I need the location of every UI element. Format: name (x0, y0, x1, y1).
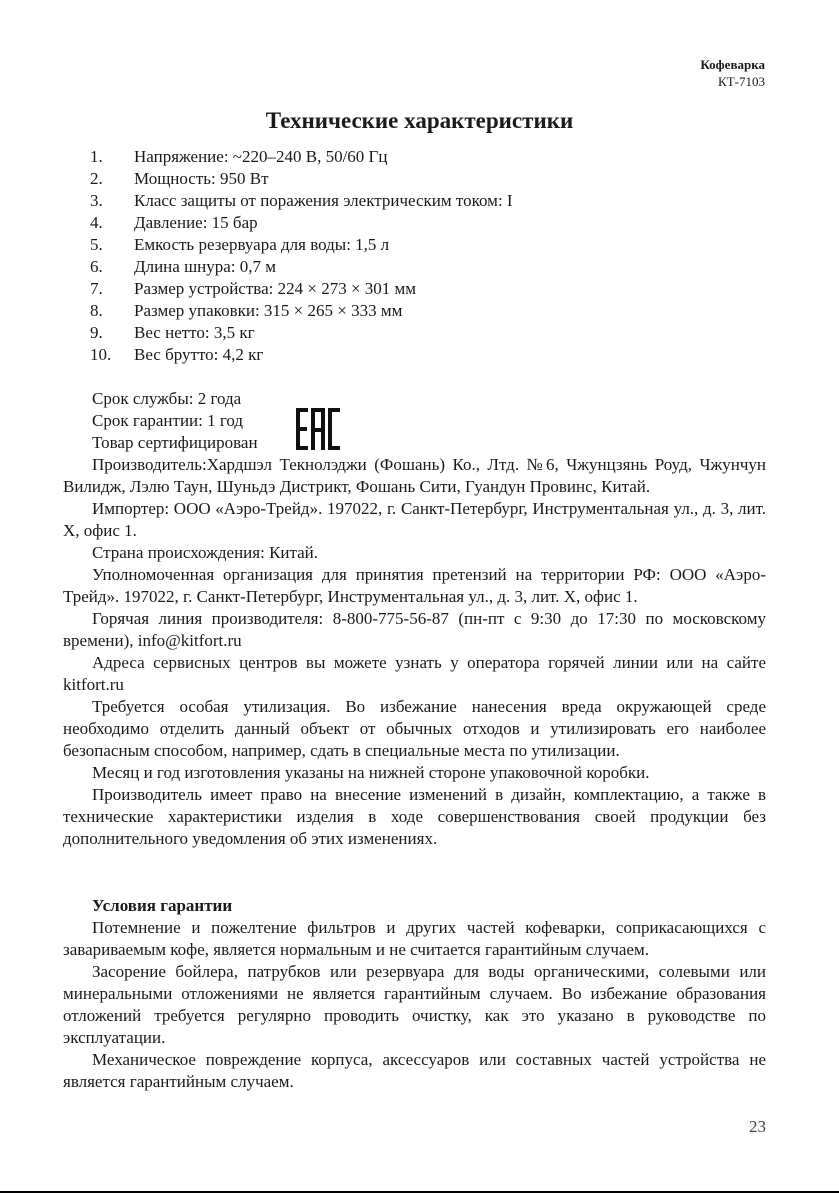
importer-paragraph: Импортер: ООО «Аэро-Трейд». 197022, г. Санкт-Петербург, Инструментальная ул., д. 3, лит. Х, офис 1. (63, 499, 766, 540)
spec-number: 5. (90, 235, 103, 254)
spec-list (90, 146, 513, 366)
spec-item (90, 344, 513, 366)
origin-paragraph: Страна происхождения: Китай. (92, 543, 319, 562)
spec-item (90, 256, 513, 278)
manufacturer-info (63, 454, 766, 850)
spec-item (90, 278, 513, 300)
spec-number: 10. (90, 345, 112, 364)
hotline-paragraph: Горячая линия производителя: 8-800-775-56-87 (пн-пт с 9:30 до 17:30 по московскому времени), info@kitfort.ru (63, 609, 766, 650)
spec-text: Емкость резервуара для воды: 1,5 л (134, 235, 390, 254)
service-centers-paragraph: Адреса сервисных центров вы можете узнать у оператора горячей линии или на сайте kitfort.ru (63, 653, 766, 694)
header-model-number: КТ-7103 (718, 74, 765, 89)
spec-item (90, 234, 513, 256)
eac-certification-logo (296, 408, 340, 450)
spec-text: Вес нетто: 3,5 кг (134, 323, 255, 342)
warranty-heading: Условия гарантии (92, 896, 233, 915)
changes-paragraph: Производитель имеет право на внесение изменений в дизайн, комплектацию, а также в технические характеристики изделия в ходе совершенствования своей продукции без дополнительного уведомления об этих изменениях. (63, 785, 766, 848)
warranty-period: Срок гарантии: 1 год (92, 411, 244, 430)
spec-text: Размер устройства: 224 × 273 × 301 мм (134, 279, 417, 298)
spec-item (90, 190, 513, 212)
warranty-conditions (63, 895, 766, 1093)
spec-number: 7. (90, 279, 103, 298)
spec-item (90, 300, 513, 322)
warranty-paragraph: Механическое повреждение корпуса, аксессуаров или составных частей устройства не является гарантийным случаем. (63, 1050, 766, 1091)
header-product-name: Кофеварка (700, 57, 765, 72)
running-header (700, 56, 765, 90)
warranty-paragraph: Засорение бойлера, патрубков или резервуара для воды органическими, солевыми или минеральными отложениями не является гарантийным случаем. Во избежание образования отложений требуется регулярно проводить очистку, как это указано в руководстве по эксплуатации. (63, 962, 766, 1047)
spec-number: 1. (90, 147, 103, 166)
spec-item (90, 168, 513, 190)
spec-number: 2. (90, 169, 103, 188)
service-life: Срок службы: 2 года (92, 389, 242, 408)
spec-number: 8. (90, 301, 103, 320)
page-title: Технические характеристики (265, 108, 574, 133)
service-info (92, 388, 258, 454)
disposal-paragraph: Требуется особая утилизация. Во избежание нанесения вреда окружающей среде необходимо отделить данный объект от обычных отходов и утилизировать его наиболее безопасным способом, например, сдать в специальные места по утилизации. (63, 697, 766, 760)
spec-text: Мощность: 950 Вт (134, 169, 269, 188)
page-number: 23 (749, 1117, 766, 1136)
spec-number: 4. (90, 213, 103, 232)
spec-text: Вес брутто: 4,2 кг (134, 345, 264, 364)
authorized-org-paragraph: Уполномоченная организация для принятия претензий на территории РФ: ООО «Аэро-Трейд». 197022, г. Санкт-Петербург, Инструментальная ул., д. 3, лит. Х, офис 1. (63, 565, 766, 606)
spec-number: 9. (90, 323, 103, 342)
warranty-paragraph: Потемнение и пожелтение фильтров и других частей кофеварки, соприкасающихся с завариваемым кофе, является нормальным и не считается гарантийным случаем. (63, 918, 766, 959)
spec-text: Класс защиты от поражения электрическим током: I (134, 191, 513, 210)
production-date-paragraph: Месяц и год изготовления указаны на нижней стороне упаковочной коробки. (92, 763, 650, 782)
spec-item (90, 146, 513, 168)
spec-number: 3. (90, 191, 103, 210)
spec-text: Напряжение: ~220–240 В, 50/60 Гц (134, 147, 388, 166)
spec-text: Давление: 15 бар (134, 213, 258, 232)
certification-note: Товар сертифицирован (92, 433, 258, 452)
spec-text: Размер упаковки: 315 × 265 × 333 мм (134, 301, 403, 320)
spec-text: Длина шнура: 0,7 м (134, 257, 277, 276)
spec-item (90, 322, 513, 344)
spec-number: 6. (90, 257, 103, 276)
spec-item (90, 212, 513, 234)
manufacturer-paragraph: Производитель:Хардшэл Текнолэджи (Фошань) Ко., Лтд. №6, Чжунцзянь Роуд, Чжунчун Вилидж, Лэлю Таун, Шуньдэ Дистрикт, Фошань Сити, Гуандун Провинс, Китай. (63, 455, 766, 496)
